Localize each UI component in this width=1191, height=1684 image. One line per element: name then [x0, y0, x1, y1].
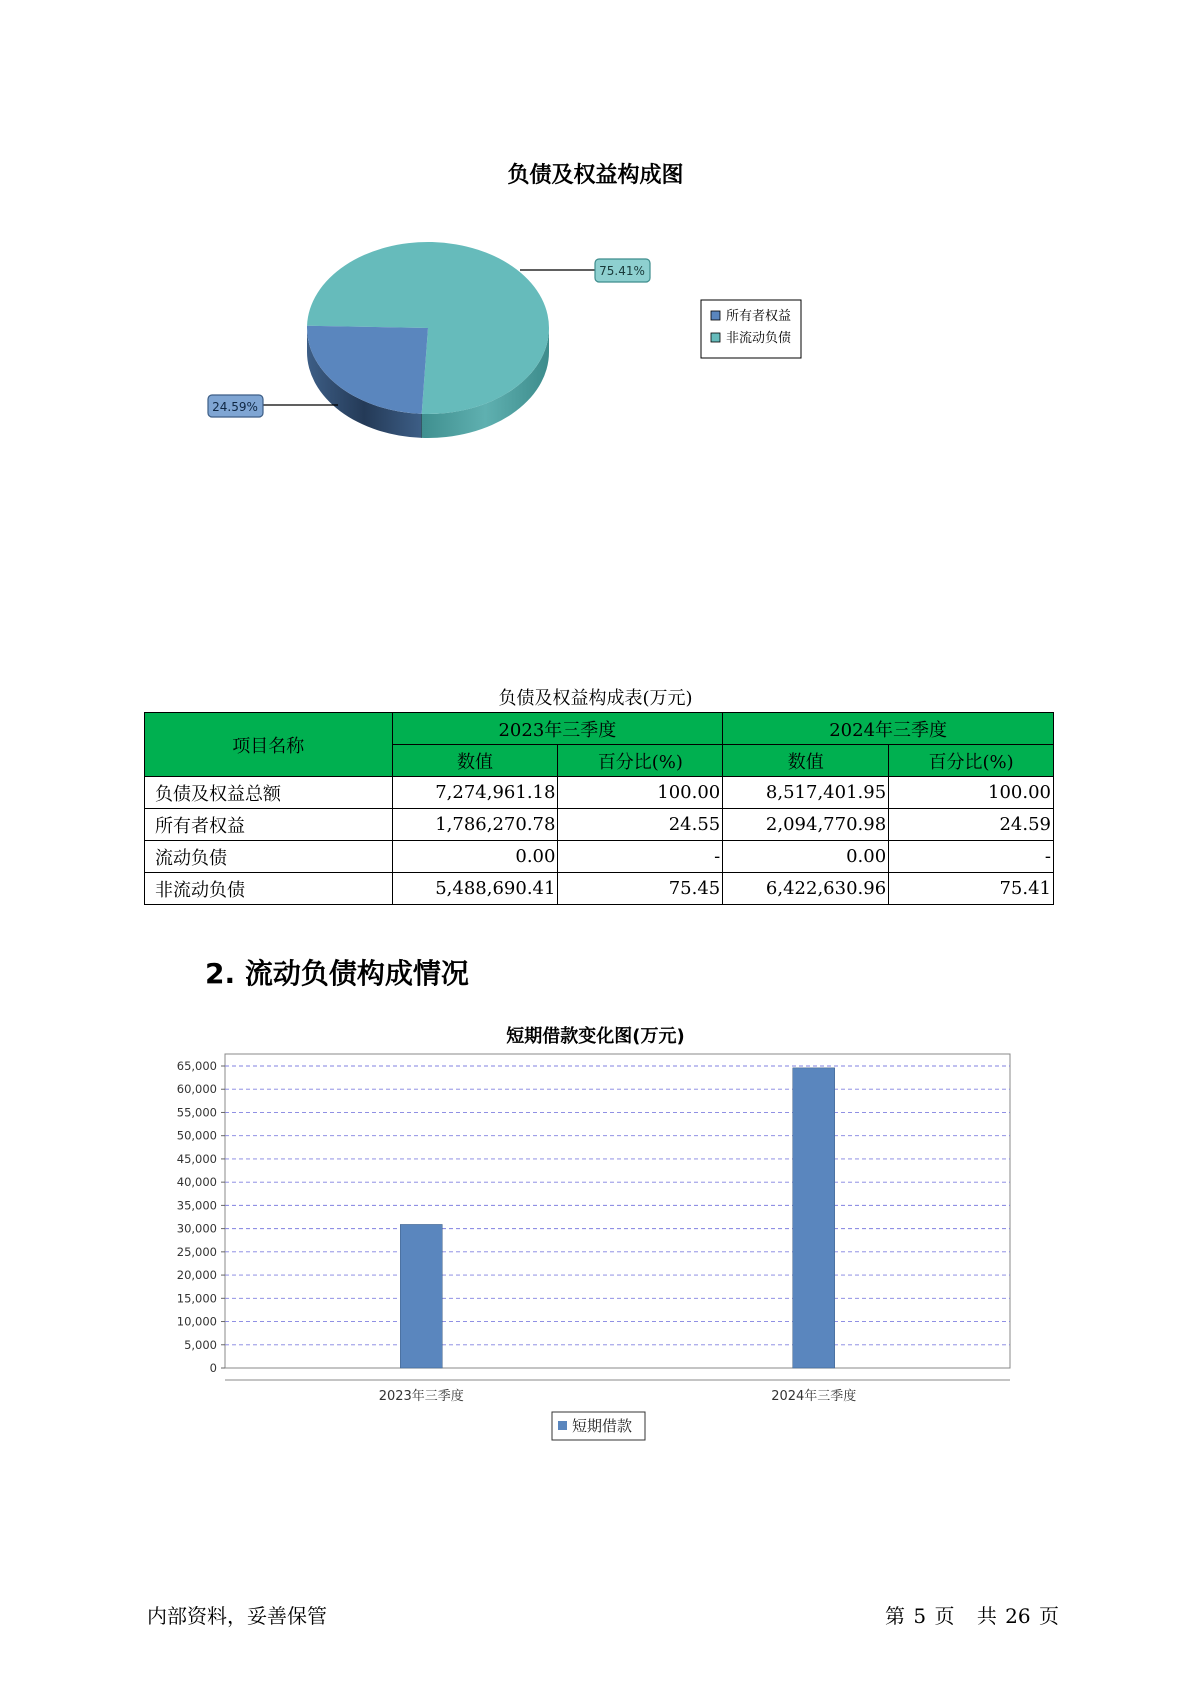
page-prefix: 第	[885, 1604, 905, 1628]
row-value: 2,094,770.98	[723, 809, 889, 841]
row-name: 负债及权益总额	[145, 777, 393, 809]
total-prefix: 共	[976, 1604, 997, 1628]
table-row	[145, 873, 1054, 905]
page-num: 5	[913, 1604, 927, 1628]
pie-data-label: 24.59%	[212, 400, 258, 414]
bar-chart-title: 短期借款变化图(万元)	[506, 1026, 685, 1047]
row-percent: -	[558, 841, 723, 873]
total-num: 26	[1005, 1604, 1031, 1628]
bar-chart	[0, 1040, 1191, 1470]
page-unit: 页	[934, 1604, 955, 1628]
header-item-name: 项目名称	[145, 713, 393, 777]
row-percent: 24.59	[889, 809, 1054, 841]
y-tick-label: 5,000	[184, 1337, 217, 1352]
row-name: 流动负债	[145, 841, 393, 873]
legend-label: 非流动负债	[726, 331, 792, 346]
legend-swatch	[558, 1421, 567, 1430]
row-value: 0.00	[392, 841, 558, 873]
header-period-2024: 2024年三季度	[723, 713, 1054, 745]
pie-chart	[0, 0, 1191, 480]
y-tick-label: 50,000	[176, 1128, 217, 1143]
table-row	[145, 777, 1054, 809]
row-name: 所有者权益	[145, 809, 393, 841]
pie-chart-title: 负债及权益构成图	[507, 163, 684, 188]
footer-confidential: 内部资料，妥善保管	[147, 1604, 327, 1628]
y-tick-label: 20,000	[176, 1268, 217, 1283]
header-value: 数值	[723, 745, 889, 777]
row-name: 非流动负债	[145, 873, 393, 905]
row-percent: 100.00	[889, 777, 1054, 809]
bar-plot-area	[225, 1054, 1010, 1368]
bar	[400, 1224, 442, 1368]
y-tick-label: 25,000	[176, 1244, 217, 1259]
row-value: 6,422,630.96	[723, 873, 889, 905]
row-percent: 75.45	[558, 873, 723, 905]
liability-equity-table	[144, 712, 1054, 905]
table-title: 负债及权益构成表(万元)	[498, 688, 693, 709]
bar	[793, 1068, 835, 1368]
legend-swatch	[711, 333, 720, 342]
y-tick-label: 15,000	[176, 1291, 217, 1306]
y-tick-label: 65,000	[176, 1059, 217, 1073]
header-period-2023: 2023年三季度	[392, 713, 723, 745]
row-percent: 100.00	[558, 777, 723, 809]
legend-label: 短期借款	[572, 1417, 633, 1435]
y-tick-label: 55,000	[176, 1105, 217, 1120]
pie-data-label: 75.41%	[599, 264, 645, 278]
header-percent: 百分比(%)	[889, 745, 1054, 777]
x-tick-label: 2023年三季度	[378, 1389, 464, 1404]
row-percent: 24.55	[558, 809, 723, 841]
row-value: 7,274,961.18	[392, 777, 558, 809]
y-tick-label: 45,000	[176, 1151, 217, 1166]
row-value: 8,517,401.95	[723, 777, 889, 809]
row-value: 5,488,690.41	[392, 873, 558, 905]
y-tick-label: 0	[209, 1361, 217, 1375]
legend-swatch	[711, 311, 720, 320]
header-value: 数值	[392, 745, 558, 777]
section-heading: 2. 流动负债构成情况	[205, 957, 469, 990]
total-unit: 页	[1038, 1604, 1059, 1628]
x-tick-label: 2024年三季度	[771, 1389, 857, 1404]
pie-slice-owners-equity	[307, 326, 428, 414]
row-percent: -	[889, 841, 1054, 873]
y-tick-label: 30,000	[176, 1221, 217, 1236]
header-percent: 百分比(%)	[558, 745, 723, 777]
row-percent: 75.41	[889, 873, 1054, 905]
y-tick-label: 60,000	[176, 1082, 217, 1097]
table-row	[145, 841, 1054, 873]
row-value: 0.00	[723, 841, 889, 873]
legend-label: 所有者权益	[726, 309, 792, 324]
y-tick-label: 40,000	[176, 1175, 217, 1190]
y-tick-label: 10,000	[176, 1314, 217, 1329]
y-tick-label: 35,000	[176, 1198, 217, 1213]
footer-page-number	[885, 1600, 1061, 1629]
table-row	[145, 809, 1054, 841]
row-value: 1,786,270.78	[392, 809, 558, 841]
